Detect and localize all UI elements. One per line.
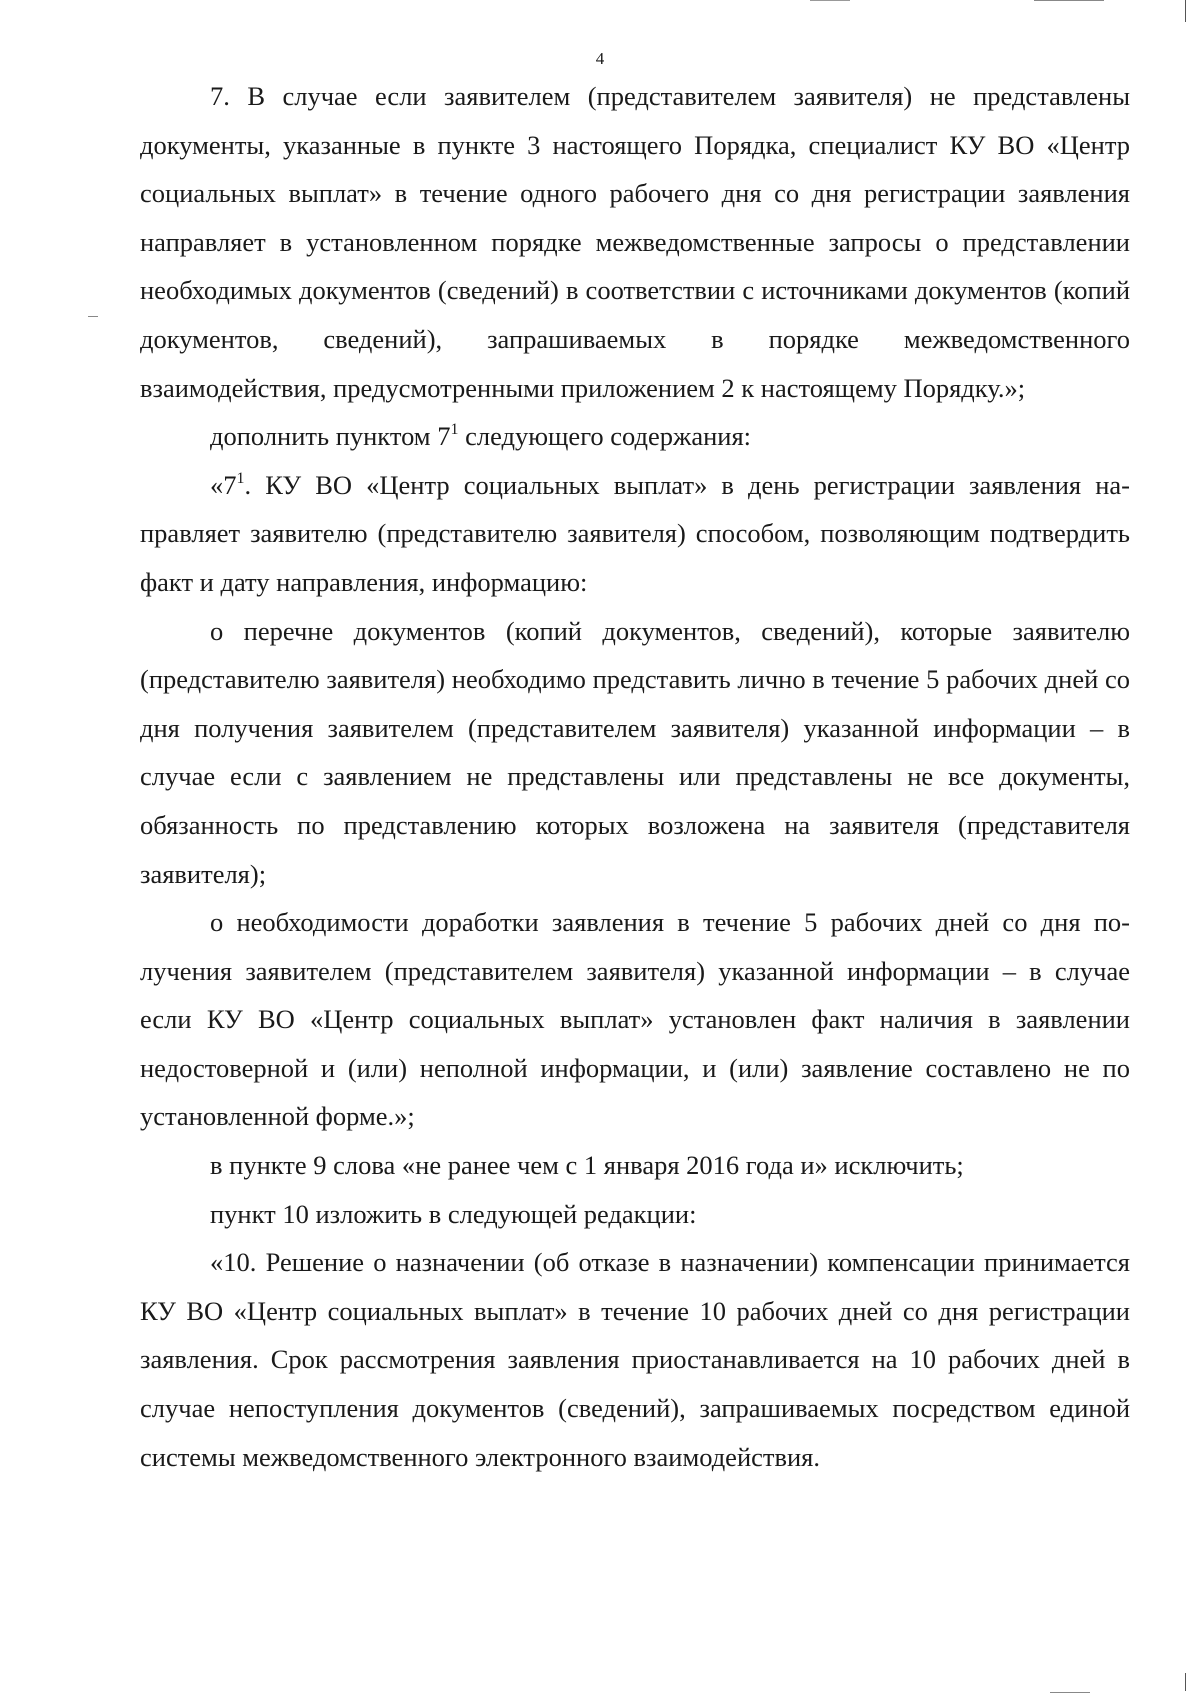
scan-edge-mark xyxy=(1185,1673,1186,1691)
superscript: 1 xyxy=(236,469,245,487)
document-body xyxy=(140,72,1130,1481)
page-number: 4 xyxy=(595,49,605,68)
paragraph-text: . КУ ВО «Центр социальных выплат» в день регистрации заявления направляет заявителю (представителю заявителя) способом, позволяющим подтвердить факт и дату направления, информацию: xyxy=(140,469,1130,597)
paragraph-item-10-intro: пункт 10 изложить в следующей редакции: xyxy=(210,1198,697,1229)
scan-edge-mark xyxy=(1034,0,1104,1)
scan-edge-mark xyxy=(1050,1692,1090,1693)
scan-edge-mark xyxy=(88,316,98,317)
superscript: 1 xyxy=(450,421,459,439)
paragraph-refinement: о необходимости доработки заявления в течение 5 рабочих дней со дня получения заявителем (представителем заявителя) указанной информации – в случае если КУ ВО «Центр социальных выплат» установлен факт наличия в заявлении недостоверной и (или) неполной информации, и (или) заявление составлено не по установленной форме.»; xyxy=(140,907,1130,1132)
paragraph-text: «7 xyxy=(210,469,237,500)
paragraph-text: следующего содержания: xyxy=(458,421,752,452)
paragraph-add-item-7-1 xyxy=(140,412,1130,461)
paragraph-item-10: «10. Решение о назначении (об отказе в назначении) компенсации принимается КУ ВО «Центр социальных выплат» в течение 10 рабочих дней со дня регистрации заявления. Срок рассмотрения заявления приостанавливается на 10 рабочих дней в случае непоступления документов (сведений), запрашиваемых посредством единой системы межведомственного электронного взаимодействия. xyxy=(140,1247,1130,1472)
paragraph-item-9: в пункте 9 слова «не ранее чем с 1 января 2016 года и» исключить; xyxy=(210,1150,964,1181)
scan-edge-mark xyxy=(810,0,850,1)
paragraph-item-7-1 xyxy=(140,461,1130,607)
scan-edge-mark xyxy=(1185,0,1186,22)
paragraph-documents-list: о перечне документов (копий документов, сведений), которые заявителю (представителю заявителя) необходимо представить лично в течение 5 рабочих дней со дня получения заявителем (представителем заявителя) указанной информации – в случае если с заявлением не представлены или представлены не все документы, обязанность по представлению которых возложена на заявителя (представителя заявителя); xyxy=(140,615,1130,889)
paragraph-text: дополнить пунктом 7 xyxy=(210,421,451,452)
paragraph-item-7: 7. В случае если заявителем (представителем заявителя) не представлены документы, указанные в пункте 3 настоящего Порядка, специалист КУ ВО «Центр социальных выплат» в течение одного рабочего дня со дня регистрации заявления направляет в установленном порядке межведомственные запросы о представлении необходимых документов (сведений) в соответствии с источниками документов (копий документов, сведений), запрашиваемых в порядке межведомственного взаимодействия, предусмотренными приложением 2 к настоящему Порядку.»; xyxy=(140,81,1130,403)
